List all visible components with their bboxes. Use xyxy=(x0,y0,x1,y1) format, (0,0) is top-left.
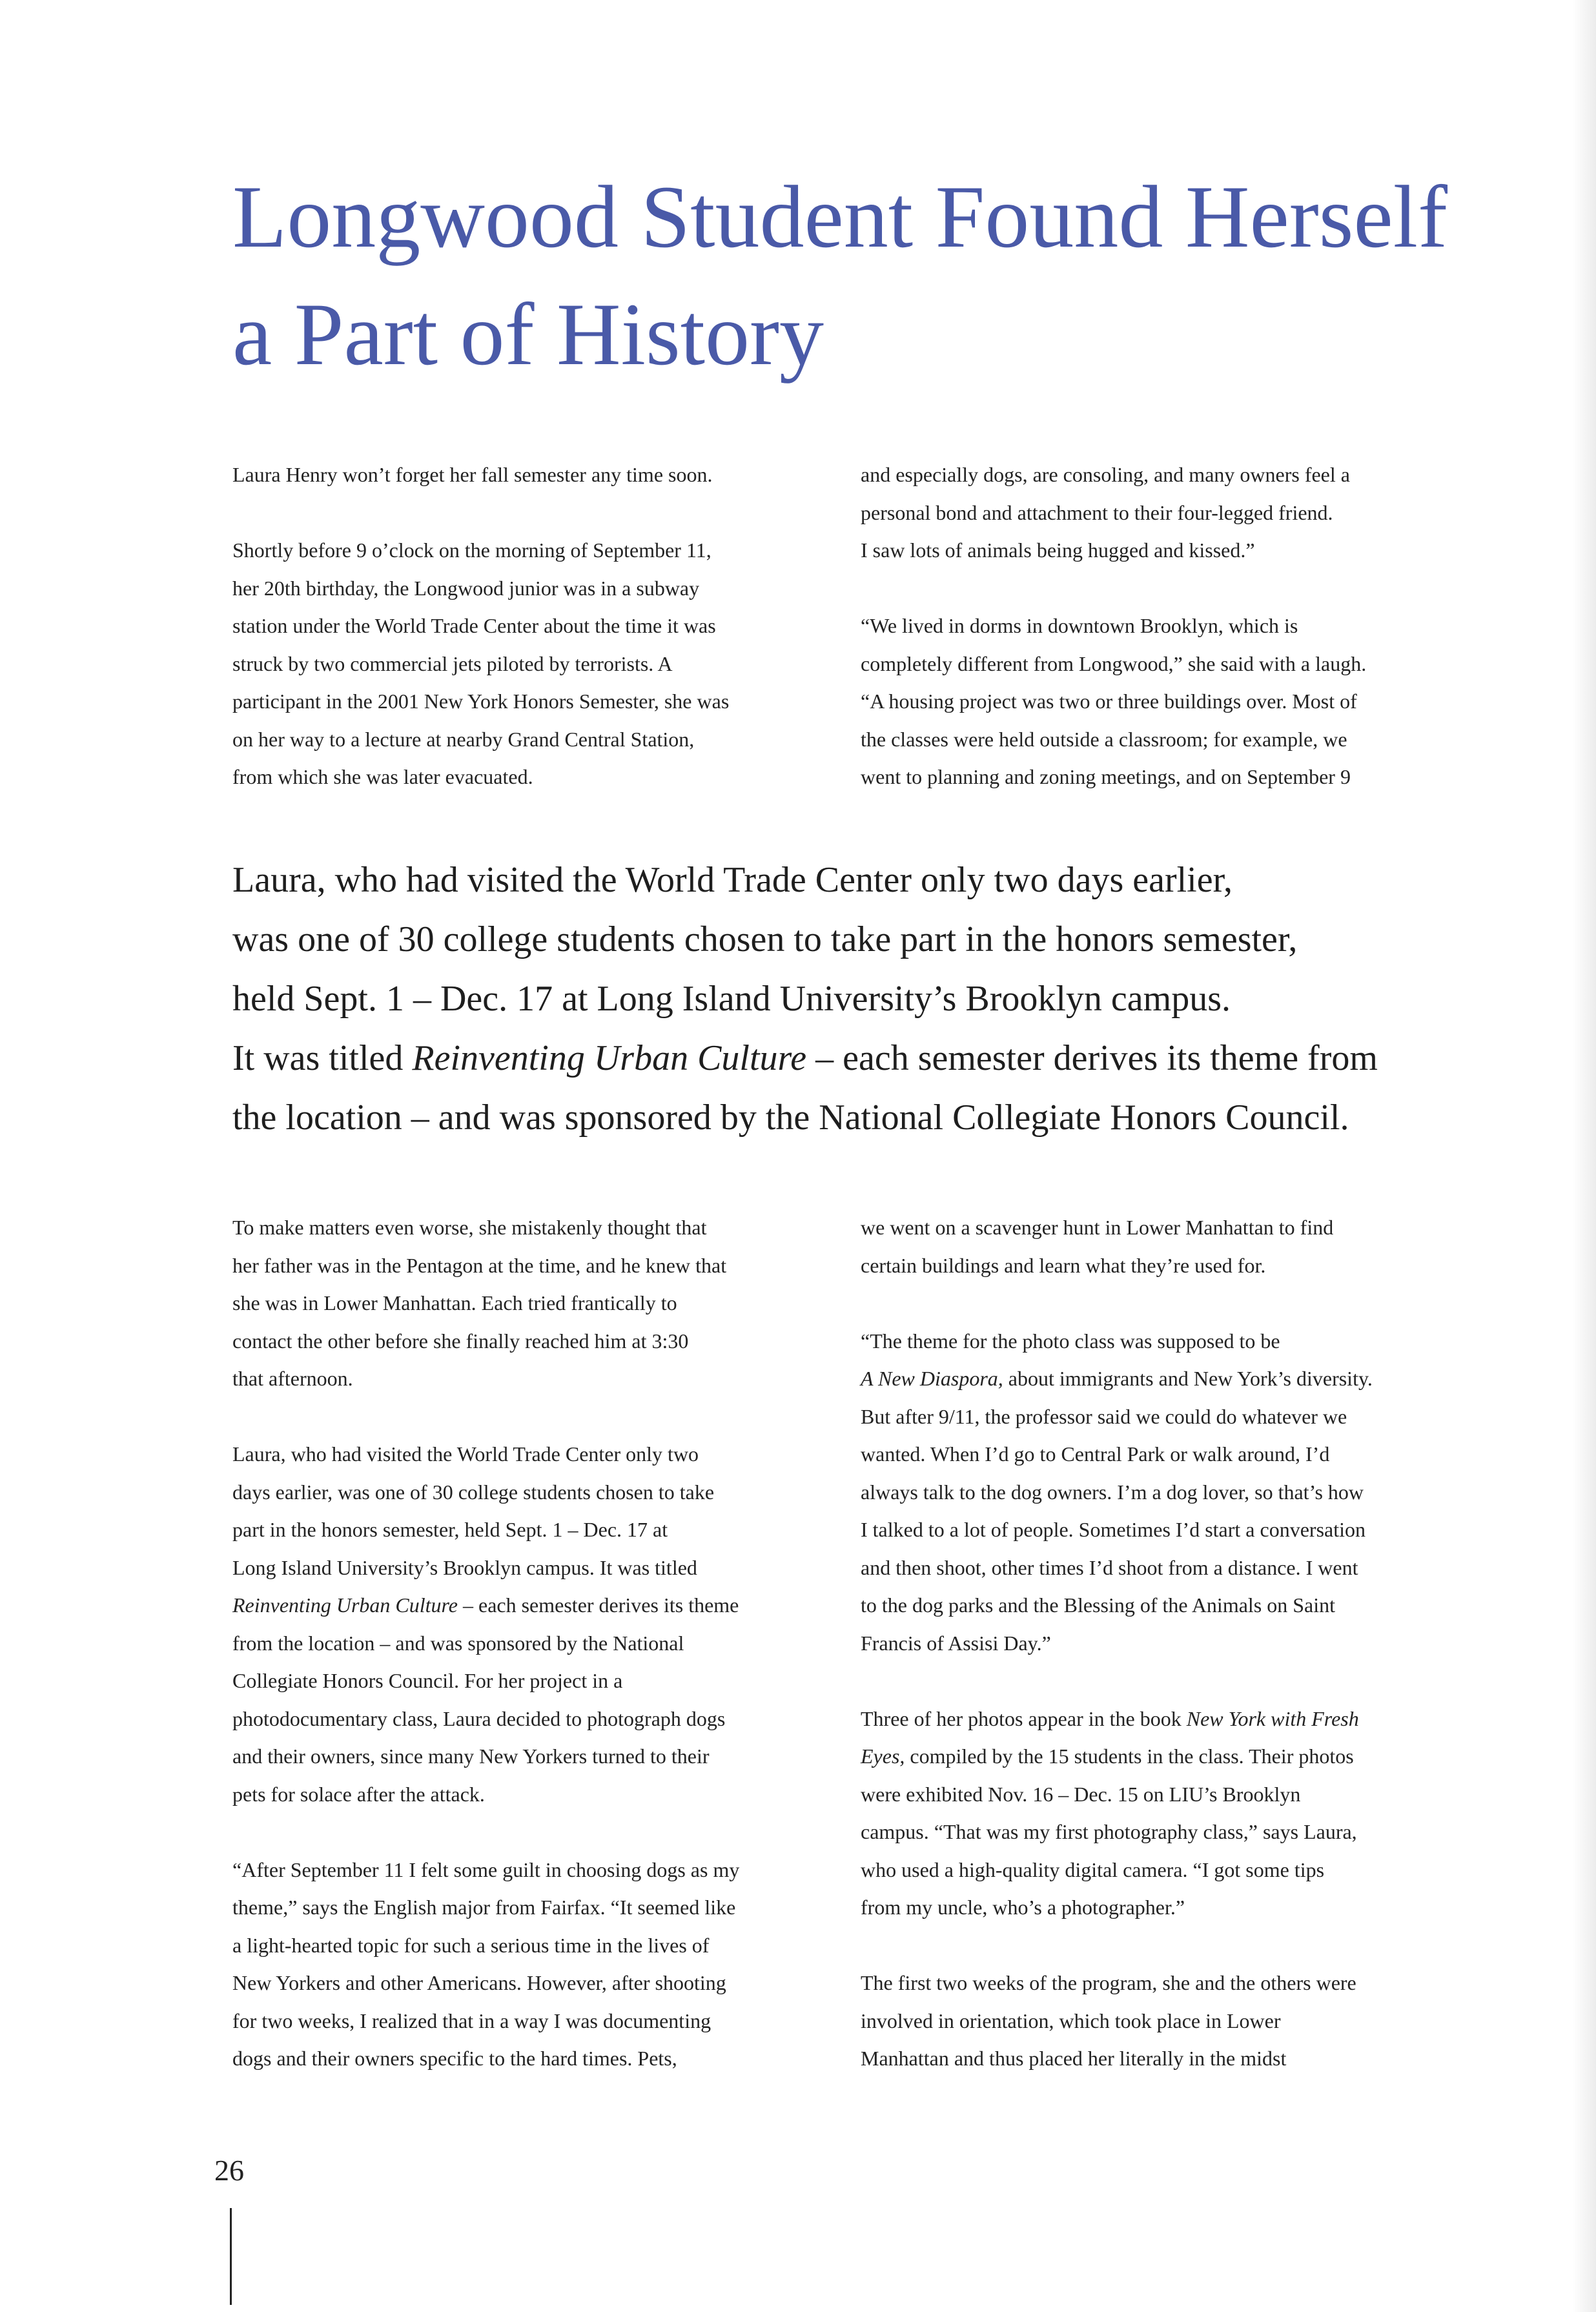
text-fragment: about immigrants and New York’s diversity. xyxy=(1003,1367,1373,1390)
body-paragraph-2 xyxy=(232,1435,813,1813)
text-line: on her way to a lecture at nearby Grand Central Station, xyxy=(232,727,695,751)
text-line: “After September 11 I felt some guilt in choosing dogs as my xyxy=(232,1857,740,1881)
text-fragment: – each semester derives its theme xyxy=(457,1593,739,1617)
text-line: the classes were held outside a classroom; for example, we xyxy=(861,727,1347,751)
text-line: she was in Lower Manhattan. Each tried frantically to xyxy=(232,1291,677,1315)
class-theme-title: A New Diaspora, xyxy=(861,1367,1003,1390)
intro-paragraph-4 xyxy=(861,607,1442,796)
text-line: “The theme for the photo class was supposed to be xyxy=(861,1329,1280,1353)
pull-quote-title: Reinventing Urban Culture xyxy=(412,1038,807,1078)
text-line: dogs and their owners specific to the hard times. Pets, xyxy=(232,2047,677,2070)
text-line: went to planning and zoning meetings, and on September 9 xyxy=(861,765,1351,788)
text-line: involved in orientation, which took place in Lower xyxy=(861,2009,1281,2032)
pull-quote-line: Laura, who had visited the World Trade Center only two days earlier, xyxy=(232,860,1233,900)
pull-quote-line: held Sept. 1 – Dec. 17 at Long Island University’s Brooklyn campus. xyxy=(232,979,1231,1019)
text-line: part in the honors semester, held Sept. 1 – Dec. 17 at xyxy=(232,1518,668,1541)
text-line: Long Island University’s Brooklyn campus. It was titled xyxy=(232,1555,697,1579)
text-line: and especially dogs, are consoling, and many owners feel a xyxy=(861,463,1350,486)
pull-quote xyxy=(232,850,1459,1147)
text-line: were exhibited Nov. 16 – Dec. 15 on LIU’s Brooklyn xyxy=(861,1782,1301,1806)
text-line: Laura, who had visited the World Trade Center only two xyxy=(232,1442,699,1466)
pull-quote-line xyxy=(232,1028,1459,1088)
body-left-column xyxy=(232,1209,813,2078)
text-line: I saw lots of animals being hugged and kissed.” xyxy=(861,538,1255,562)
text-line: New Yorkers and other Americans. However, after shooting xyxy=(232,1971,726,1994)
body-paragraph-6 xyxy=(861,1700,1442,1927)
title-line-1: Longwood Student Found Herself xyxy=(232,167,1448,266)
text-line: To make matters even worse, she mistakenly thought that xyxy=(232,1216,707,1239)
body-paragraph-1 xyxy=(232,1209,813,1398)
margin-rule xyxy=(230,2208,232,2305)
text-line: Shortly before 9 o’clock on the morning of September 11, xyxy=(232,538,711,562)
intro-paragraph-2 xyxy=(232,531,813,796)
page-number: 26 xyxy=(214,2154,244,2187)
text-line: theme,” says the English major from Fairfax. “It seemed like xyxy=(232,1896,736,1919)
body-right-column xyxy=(861,1209,1442,2078)
text-line: to the dog parks and the Blessing of the Animals on Saint xyxy=(861,1593,1336,1617)
text-line: contact the other before she finally reached him at 3:30 xyxy=(232,1329,689,1353)
text-line: certain buildings and learn what they’re used for. xyxy=(861,1253,1266,1277)
text-line: Manhattan and thus placed her literally in the midst xyxy=(861,2047,1287,2070)
page-edge-shadow xyxy=(1573,0,1596,2312)
intro-left-column xyxy=(232,456,813,796)
text-line: station under the World Trade Center about the time it was xyxy=(232,614,716,637)
text-line: “A housing project was two or three buildings over. Most of xyxy=(861,690,1357,713)
body-paragraph-5 xyxy=(861,1322,1442,1662)
page-title xyxy=(232,158,1491,393)
text-fragment: Three of her photos appear in the book xyxy=(861,1706,1187,1730)
text-line: who used a high-quality digital camera. “I got some tips xyxy=(861,1857,1325,1881)
text-line: her father was in the Pentagon at the time, and he knew that xyxy=(232,1253,727,1277)
text-line: a light-hearted topic for such a serious time in the lives of xyxy=(232,1933,710,1957)
text-line: Francis of Assisi Day.” xyxy=(861,1631,1051,1655)
title-line-2: a Part of History xyxy=(232,285,824,384)
text-line: campus. “That was my first photography class,” says Laura, xyxy=(861,1820,1357,1843)
book-title: Eyes, xyxy=(861,1744,905,1768)
body-paragraph-4 xyxy=(861,1209,1442,1284)
text-line: But after 9/11, the professor said we could do whatever we xyxy=(861,1404,1347,1428)
text-line xyxy=(861,1700,1442,1738)
pull-quote-line: the location – and was sponsored by the National Collegiate Honors Council. xyxy=(232,1098,1349,1138)
text-line: we went on a scavenger hunt in Lower Manhattan to find xyxy=(861,1216,1334,1239)
semester-title: Reinventing Urban Culture xyxy=(232,1593,458,1617)
text-line: completely different from Longwood,” she said with a laugh. xyxy=(861,651,1367,675)
text-line: personal bond and attachment to their four-legged friend. xyxy=(861,500,1333,524)
text-line: for two weeks, I realized that in a way I was documenting xyxy=(232,2009,711,2032)
intro-paragraph-3 xyxy=(861,456,1442,569)
intro-paragraph-1 xyxy=(232,456,813,494)
text-line: Collegiate Honors Council. For her project in a xyxy=(232,1669,623,1692)
text-line: and their owners, since many New Yorkers turned to their xyxy=(232,1744,710,1768)
text-line: always talk to the dog owners. I’m a dog lover, so that’s how xyxy=(861,1480,1364,1504)
text-line: The first two weeks of the program, she and the others were xyxy=(861,1971,1356,1994)
text-line: I talked to a lot of people. Sometimes I’d start a conversation xyxy=(861,1518,1366,1541)
text-line: participant in the 2001 New York Honors Semester, she was xyxy=(232,690,730,713)
text-line: her 20th birthday, the Longwood junior was in a subway xyxy=(232,576,700,600)
text-line: from the location – and was sponsored by the National xyxy=(232,1631,684,1655)
text-line xyxy=(861,1360,1442,1398)
text-line: struck by two commercial jets piloted by terrorists. A xyxy=(232,651,673,675)
text-line: wanted. When I’d go to Central Park or walk around, I’d xyxy=(861,1442,1330,1466)
text-line: and then shoot, other times I’d shoot from a distance. I went xyxy=(861,1555,1358,1579)
pull-quote-line: was one of 30 college students chosen to take part in the honors semester, xyxy=(232,919,1298,959)
text-line: from my uncle, who’s a photographer.” xyxy=(861,1896,1185,1919)
text-fragment: compiled by the 15 students in the class. Their photos xyxy=(905,1744,1354,1768)
text-line: from which she was later evacuated. xyxy=(232,765,533,788)
text-line: photodocumentary class, Laura decided to photograph dogs xyxy=(232,1706,726,1730)
text-line: days earlier, was one of 30 college students chosen to take xyxy=(232,1480,715,1504)
text-line: Laura Henry won’t forget her fall semester any time soon. xyxy=(232,463,713,486)
text-line: that afternoon. xyxy=(232,1367,353,1390)
body-paragraph-7 xyxy=(861,1964,1442,2078)
book-title: New York with Fresh xyxy=(1186,1706,1359,1730)
pull-quote-text: It was titled xyxy=(232,1038,413,1078)
text-line: “We lived in dorms in downtown Brooklyn, which is xyxy=(861,614,1298,637)
text-line: pets for solace after the attack. xyxy=(232,1782,485,1806)
pull-quote-text: – each semester derives its theme from xyxy=(806,1038,1378,1078)
text-line xyxy=(861,1737,1442,1775)
text-line xyxy=(232,1586,813,1624)
body-paragraph-3 xyxy=(232,1851,813,2078)
intro-right-column xyxy=(861,456,1442,796)
